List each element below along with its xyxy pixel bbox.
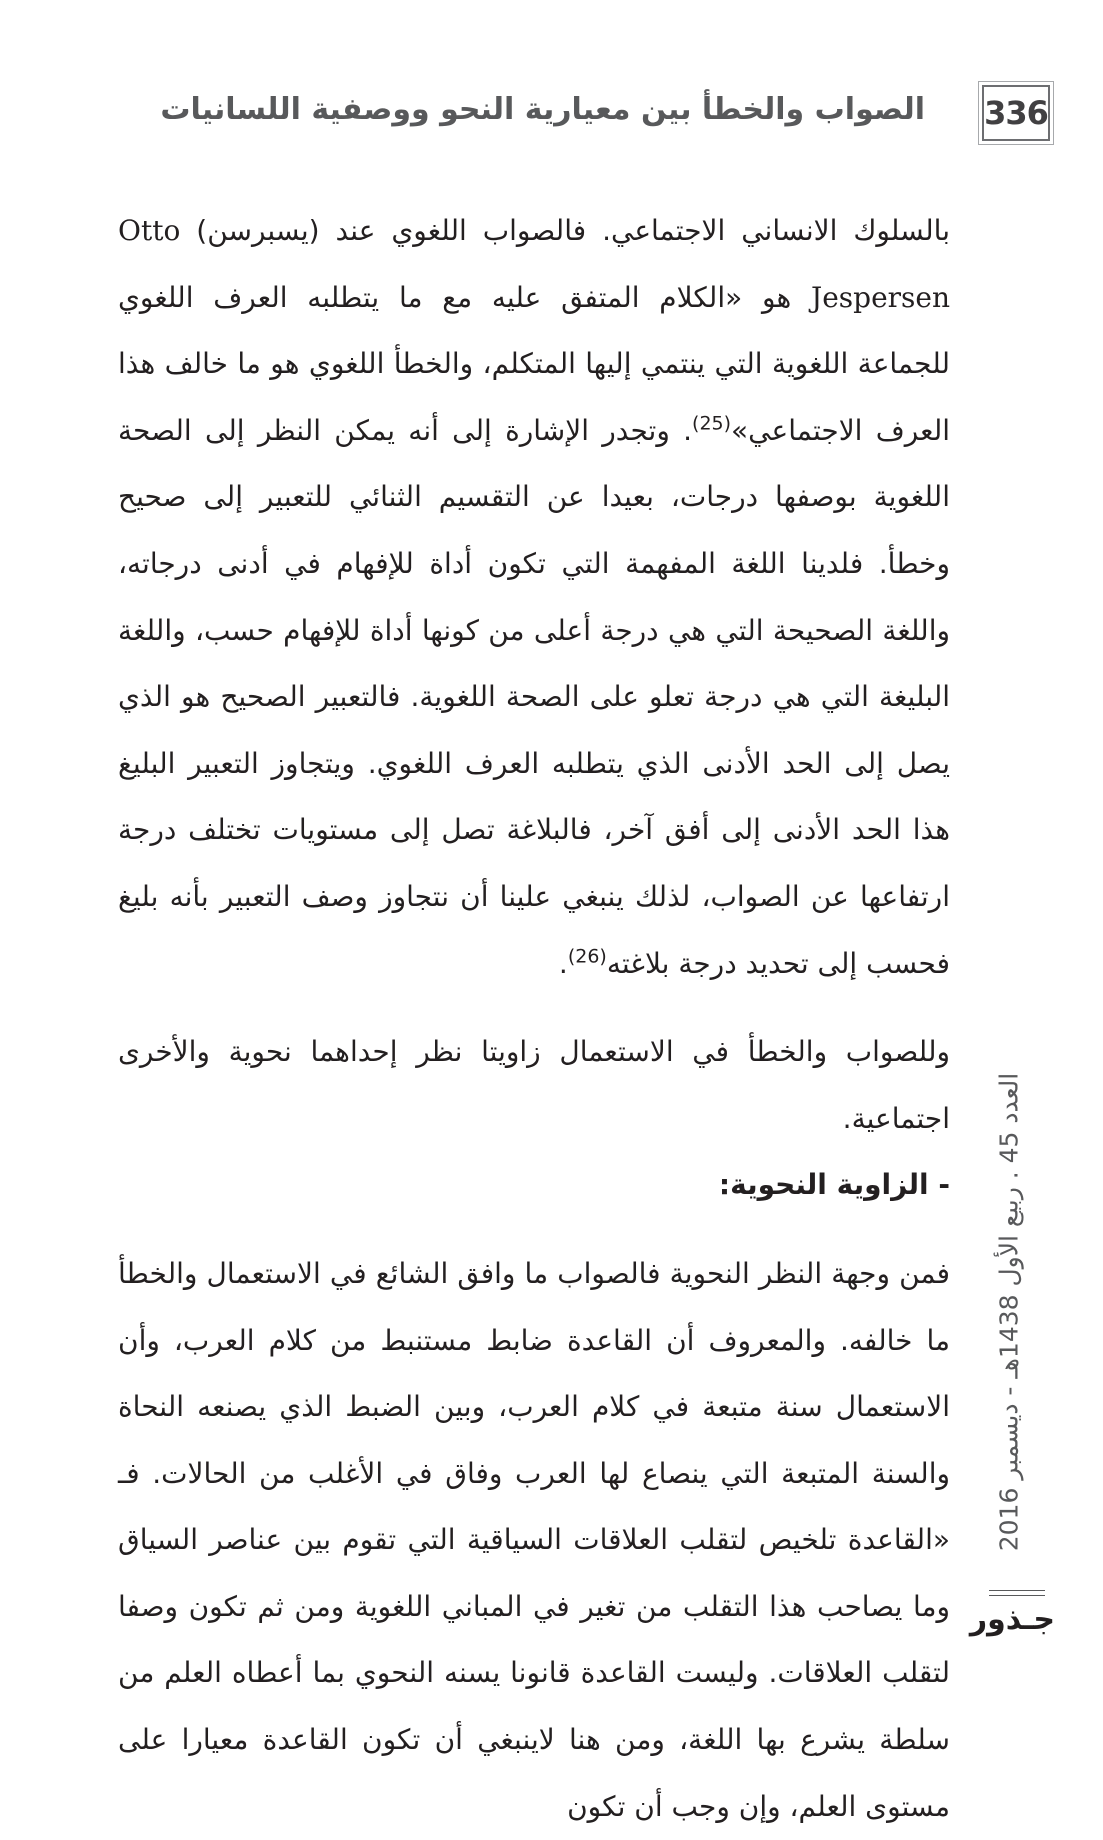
page-number: 336 <box>982 85 1050 141</box>
paragraph-1-text-c: . وتجدر الإشارة إلى أنه يمكن النظر إلى الصحة اللغوية بوصفها درجات، بعيدا عن التقسيم الثنائي للتعبير إلى صحيح وخطأ. فلدينا اللغة المفهمة التي تكون أداة للإفهام في أدنى درجاته، واللغة الصحيحة التي هي درجة أعلى من كونها أداة للإفهام حسب، واللغة البليغة التي هي درجة تعلو على الصحة اللغوية. فالتعبير الصحيح هو الذي يصل إلى الحد الأدنى الذي يتطلبه العرف اللغوي. ويتجاوز التعبير البليغ هذا الحد الأدنى إلى أفق آخر، فالبلاغة تصل إلى مستويات تختلف درجة ارتفاعها عن الصواب، لذلك ينبغي علينا أن نتجاوز وصف التعبير بأنه بليغ فحسب إلى تحديد درجة بلاغته <box>118 413 950 980</box>
paragraph-1-text-b: هو «الكلام المتفق عليه مع ما يتطلبه العرف اللغوي للجماعة اللغوية التي ينتمي إليها المتكلم، والخطأ اللغوي هو ما خالف هذا العرف الاجتماعي» <box>118 280 951 447</box>
issue-info-vertical <box>989 1052 1029 1572</box>
paragraph-1-text-d: . <box>558 946 568 980</box>
paragraph-1-text-a: بالسلوك الانساني الاجتماعي. فالصواب اللغوي عند (يسبرسن) <box>180 214 950 247</box>
journal-logo: جـذور <box>969 1602 1055 1637</box>
author-latin-name: Otto Jespersen <box>118 214 950 314</box>
running-title: الصواب والخطأ بين معيارية النحو ووصفية اللسانيات <box>160 92 925 127</box>
footnote-ref-25[interactable]: (25) <box>692 412 732 435</box>
section-heading: - الزاوية النحوية: <box>718 1168 950 1202</box>
article-body <box>118 198 950 1840</box>
paragraph-1 <box>118 198 950 997</box>
footnote-ref-26[interactable]: (26) <box>567 945 607 968</box>
sidebar-divider <box>989 1590 1045 1596</box>
issue-info-text: العدد 45 . ربيع الأول 1438هـ - ديسمبر 2016 <box>994 1072 1024 1552</box>
paragraph-3: فمن وجهة النظر النحوية فالصواب ما وافق الشائع في الاستعمال والخطأ ما خالفه. والمعروف أن القاعدة ضابط مستنبط من كلام العرب، وأن الاستعمال سنة متبعة في كلام العرب، وبين الضبط الذي يصنعه النحاة والسنة المتبعة التي ينصاع لها العرب وفاق في الأغلب من الحالات. فـ «القاعدة تلخيص لتقلب العلاقات السياقية التي تقوم بين عناصر السياق وما يصاحب هذا التقلب من تغير في المباني اللغوية ومن ثم تكون وصفا لتقلب العلاقات. وليست القاعدة قانونا يسنه النحوي بما أعطاه العلم من سلطة يشرع بها اللغة، ومن هنا لاينبغي أن تكون القاعدة معيارا على مستوى العلم، وإن وجب أن تكون <box>118 1256 950 1823</box>
paragraph-2: وللصواب والخطأ في الاستعمال زاويتا نظر إحداهما نحوية والأخرى اجتماعية. <box>118 1035 950 1135</box>
